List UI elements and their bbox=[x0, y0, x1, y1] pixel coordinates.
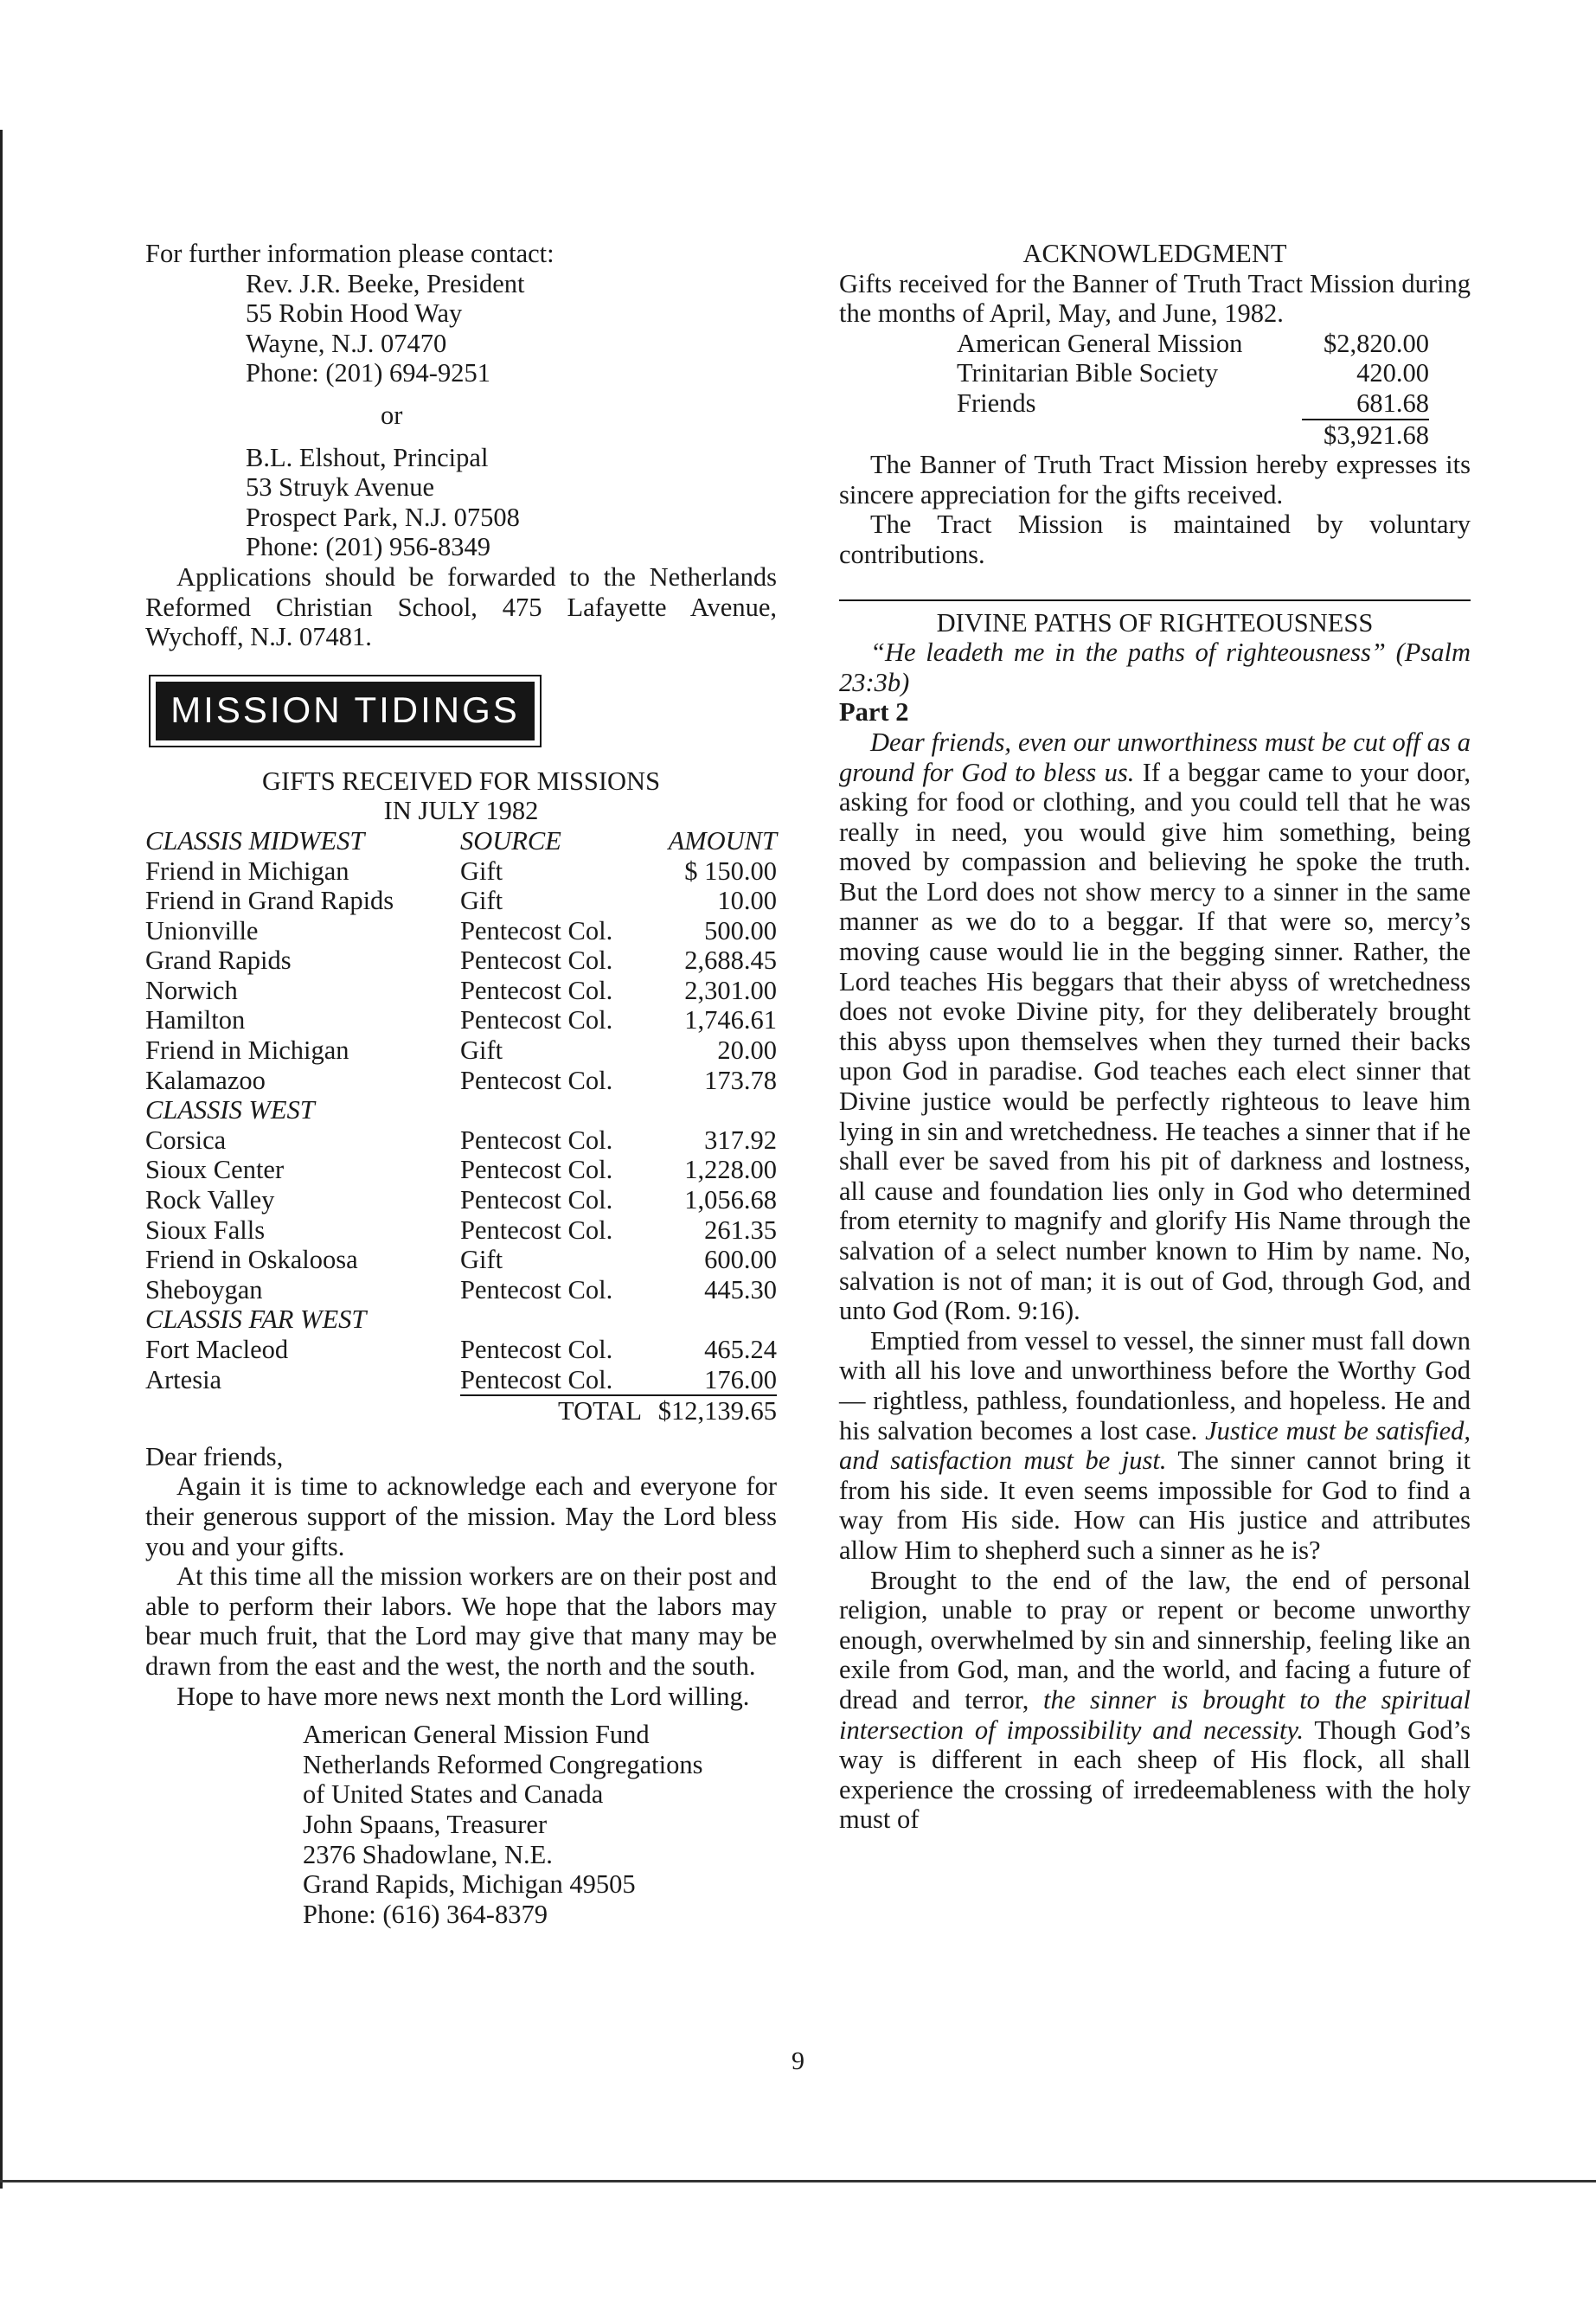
gifts-subtitle: IN JULY 1982 bbox=[383, 796, 539, 826]
ack-paragraph: The Banner of Truth Tract Mission hereby expresses its sincere appreciation for the gifts received. bbox=[839, 450, 1471, 510]
letter bbox=[145, 1442, 777, 1930]
gift-donor: Friend in Michigan bbox=[145, 1035, 349, 1066]
gift-row bbox=[145, 916, 777, 946]
gift-row bbox=[145, 886, 777, 916]
gift-donor: Artesia bbox=[145, 1364, 222, 1394]
gift-amount: 1,056.68 bbox=[684, 1185, 777, 1215]
article-text: Brought to the end of the law, the end of personal religion, unable to pray or repent or become unworthy enough, overwhelmed by sin and sinnership, feeling like an exile from God, man, and the world, and facing a future of dread and terror, bbox=[839, 1565, 1471, 1715]
right-column bbox=[839, 239, 1471, 1835]
contact-line: Phone: (201) 694-9251 bbox=[246, 358, 490, 388]
gift-donor: Corsica bbox=[145, 1125, 227, 1155]
ack-name: Trinitarian Bible Society bbox=[957, 358, 1219, 388]
letter-salutation: Dear friends, bbox=[145, 1441, 284, 1471]
gift-source: Pentecost Col. bbox=[460, 1155, 613, 1185]
letter-paragraph: Hope to have more news next month the Lord willing. bbox=[176, 1681, 750, 1711]
ack-row bbox=[957, 388, 1429, 420]
article-paragraph-3 bbox=[839, 1566, 1471, 1835]
header-classis: CLASSIS MIDWEST bbox=[145, 825, 365, 856]
gift-row bbox=[145, 976, 777, 1006]
section-divider bbox=[839, 599, 1471, 601]
article-quote: “He leadeth me in the paths of righteousness” (Psalm 23:3b) bbox=[839, 638, 1471, 697]
letter-paragraph: At this time all the mission workers are on their post and able to perform their labors. We hope that the labors may bear much fruit, that the Lord may give that many may be drawn from the east and the west, the north and the south. bbox=[145, 1561, 777, 1681]
gift-donor: Grand Rapids bbox=[145, 945, 292, 976]
gift-donor: Sioux Falls bbox=[145, 1215, 266, 1245]
contact-person-2 bbox=[145, 443, 777, 562]
total-amount: $12,139.65 bbox=[657, 1396, 777, 1426]
gift-donor: Friend in Grand Rapids bbox=[145, 886, 394, 916]
gift-amount: 261.35 bbox=[704, 1215, 777, 1245]
gift-amount: 1,746.61 bbox=[684, 1005, 777, 1035]
signature-line: American General Mission Fund bbox=[303, 1720, 650, 1750]
mission-tidings-banner bbox=[149, 675, 542, 747]
contact-person-1 bbox=[145, 269, 777, 388]
article-emphasis: Justice must be satisfied, and satisfaction must be just. bbox=[839, 1415, 1471, 1476]
gift-donor: Norwich bbox=[145, 975, 238, 1005]
gift-donor: Fort Macleod bbox=[145, 1335, 289, 1364]
gift-source: Pentecost Col. bbox=[460, 1005, 613, 1035]
signature-line: of United States and Canada bbox=[303, 1779, 604, 1810]
ack-paragraph: The Tract Mission is maintained by voluntary contributions. bbox=[839, 510, 1471, 569]
gift-amount: 173.78 bbox=[704, 1065, 777, 1095]
gift-source: Pentecost Col. bbox=[460, 1065, 613, 1095]
gift-source: Pentecost Col. bbox=[460, 1335, 613, 1364]
gift-donor: Friend in Michigan bbox=[145, 856, 349, 886]
classis-heading: CLASSIS WEST bbox=[145, 1095, 315, 1125]
gift-row bbox=[145, 1365, 777, 1396]
contact-line: 55 Robin Hood Way bbox=[246, 298, 463, 329]
gift-amount: 317.92 bbox=[704, 1125, 777, 1155]
signature-line: Netherlands Reformed Congregations bbox=[303, 1749, 703, 1779]
mission-tidings-label: MISSION TIDINGS bbox=[154, 680, 536, 742]
gift-donor: Sioux Center bbox=[145, 1155, 285, 1185]
total-label: TOTAL bbox=[558, 1396, 642, 1426]
letter-paragraph: Again it is time to acknowledge each and everyone for their generous support of the mission. May the Lord bless you and your gifts. bbox=[145, 1471, 777, 1561]
ack-row bbox=[957, 329, 1429, 359]
article-text: Emptied from vessel to vessel, the sinner must fall down with all his love and unworthiness before the Worthy God — rightless, pathless, foundationless, and hopeless. He and his salvation becomes a lost case. bbox=[839, 1325, 1471, 1445]
gift-amount: 1,228.00 bbox=[684, 1155, 777, 1185]
gift-donor: Sheboygan bbox=[145, 1274, 263, 1304]
gift-row bbox=[145, 1275, 777, 1305]
gift-amount: 20.00 bbox=[717, 1035, 777, 1066]
article-title: DIVINE PATHS OF RIGHTEOUSNESS bbox=[936, 607, 1374, 638]
gift-row bbox=[145, 1245, 777, 1275]
gift-amount: 176.00 bbox=[642, 1365, 777, 1396]
gift-row bbox=[145, 1066, 777, 1096]
gift-source: Pentecost Col. bbox=[460, 1215, 613, 1245]
gift-source: Pentecost Col. bbox=[460, 915, 613, 945]
gift-source: Pentecost Col. bbox=[460, 1185, 613, 1215]
ack-amount: $2,820.00 bbox=[1324, 328, 1429, 358]
gift-amount: 445.30 bbox=[704, 1274, 777, 1304]
gift-source: Pentecost Col. bbox=[460, 1125, 613, 1155]
gift-source: Gift bbox=[460, 1035, 503, 1066]
gift-donor: Friend in Oskaloosa bbox=[145, 1245, 358, 1275]
article-paragraph-1 bbox=[839, 727, 1471, 1326]
ack-amount: 420.00 bbox=[1356, 358, 1429, 388]
gift-row bbox=[145, 1005, 777, 1035]
page-bottom-edge bbox=[0, 2180, 1596, 2182]
gift-source: Gift bbox=[460, 1245, 503, 1275]
gifts-title: GIFTS RECEIVED FOR MISSIONS bbox=[261, 766, 661, 796]
ack-intro: Gifts received for the Banner of Truth Tract Mission during the months of April, May, and June, 1982. bbox=[839, 268, 1471, 329]
gift-row bbox=[145, 1215, 777, 1246]
gift-donor: Unionville bbox=[145, 915, 259, 945]
left-column bbox=[145, 239, 777, 1929]
gift-source: Gift bbox=[460, 886, 503, 916]
gift-row bbox=[145, 1125, 777, 1156]
gifts-section bbox=[145, 766, 777, 1426]
article bbox=[839, 608, 1471, 1835]
article-text: Though God’s way is different in each sheep of His flock, all shall experience the crossing of irredeemableness with the holy must of bbox=[839, 1715, 1471, 1835]
contact-line: Wayne, N.J. 07470 bbox=[246, 328, 447, 358]
article-paragraph-2 bbox=[839, 1326, 1471, 1566]
gift-donor: Rock Valley bbox=[145, 1185, 275, 1215]
gifts-header-row bbox=[145, 826, 777, 856]
classis-heading-row bbox=[145, 1095, 777, 1125]
gift-donor: Hamilton bbox=[145, 1005, 246, 1035]
signature-line: Grand Rapids, Michigan 49505 bbox=[303, 1869, 636, 1900]
gift-row bbox=[145, 1185, 777, 1215]
ack-total: $3,921.68 bbox=[1324, 420, 1429, 450]
gift-source: Gift bbox=[460, 856, 503, 886]
gift-donor: Kalamazoo bbox=[145, 1065, 266, 1095]
signature-line: 2376 Shadowlane, N.E. bbox=[303, 1839, 553, 1869]
gift-source: Pentecost Col. bbox=[460, 1274, 613, 1304]
contact-line: Prospect Park, N.J. 07508 bbox=[246, 502, 520, 532]
gift-amount: 10.00 bbox=[717, 886, 777, 916]
gift-row bbox=[145, 1035, 777, 1066]
classis-heading-row bbox=[145, 1304, 777, 1335]
gift-row bbox=[145, 945, 777, 976]
article-text: The sinner cannot bring it from his side. It even seems impossible for God to find a way from His side. How can His justice and attributes allow Him to shepherd such a sinner as he is? bbox=[839, 1445, 1471, 1565]
contact-line: B.L. Elshout, Principal bbox=[246, 442, 489, 472]
signature-line: John Spaans, Treasurer bbox=[303, 1809, 548, 1839]
gift-amount: 2,301.00 bbox=[684, 975, 777, 1005]
ack-row bbox=[957, 358, 1429, 388]
gift-amount: 465.24 bbox=[704, 1335, 777, 1364]
gift-row bbox=[145, 1335, 777, 1365]
ack-title: ACKNOWLEDGMENT bbox=[1022, 239, 1287, 268]
contact-line: 53 Struyk Avenue bbox=[246, 472, 434, 503]
signature-line: Phone: (616) 364-8379 bbox=[303, 1899, 548, 1929]
ack-table bbox=[957, 329, 1429, 450]
ack-name: American General Mission bbox=[957, 328, 1243, 358]
applications-text: Applications should be forwarded to the Netherlands Reformed Christian School, 475 Lafayette Avenue, Wychoff, N.J. 07481. bbox=[145, 561, 777, 652]
gift-amount: 2,688.45 bbox=[684, 945, 777, 976]
ack-amount: 681.68 bbox=[1302, 388, 1429, 420]
gifts-table bbox=[145, 826, 777, 1396]
header-source: SOURCE bbox=[460, 825, 561, 856]
contact-line: Phone: (201) 956-8349 bbox=[246, 532, 490, 562]
article-text: If a beggar came to your door, asking for food or clothing, and you could tell that he was really in need, you would give him something, being moved by compassion and believing he spoke the truth. But the Lord does not show mercy to a sinner in the same manner as we do to a beggar. If that were so, mercy’s moving cause would lie in the begging sinner. Rather, the Lord teaches His beggars that their abyss of wretchedness does not evoke Divine pity, for they deliberately brought this abyss upon themselves when they turned their backs upon God in paradise. God teaches each elect sinner that Divine justice would be perfectly righteous to leave him lying in sin and wretchedness. He teaches a sinner that if he shall ever be saved from his pit of darkness and lostness, all cause and foundation lies only in God who determined from eternity to magnify and glorify His Name through the salvation of a select number known to Him by name. No, salvation is not of man; it is out of God, through God, and unto God (Rom. 9:16). bbox=[839, 757, 1471, 1326]
page-number: 9 bbox=[792, 2047, 804, 2075]
contact-line: Rev. J.R. Beeke, President bbox=[246, 268, 525, 298]
page-edge bbox=[0, 130, 3, 2189]
letter-signature bbox=[145, 1720, 777, 1929]
gift-source: Pentecost Col. bbox=[460, 975, 613, 1005]
classis-heading: CLASSIS FAR WEST bbox=[145, 1304, 367, 1335]
header-amount: AMOUNT bbox=[668, 825, 777, 856]
article-part: Part 2 bbox=[839, 697, 909, 727]
article-emphasis: the sinner is brought to the spiritual intersection of impossibility and necessity. bbox=[839, 1684, 1471, 1745]
ack-name: Friends bbox=[957, 388, 1036, 419]
gifts-total bbox=[145, 1396, 777, 1426]
gift-row bbox=[145, 1155, 777, 1185]
gift-amount: 600.00 bbox=[704, 1245, 777, 1275]
article-emphasis: Dear friends, even our unworthiness must be cut off as a ground for God to bless us. bbox=[839, 727, 1471, 787]
contact-intro: For further information please contact: bbox=[145, 239, 554, 268]
contact-or: or bbox=[381, 400, 403, 430]
gift-source: Pentecost Col. bbox=[460, 945, 613, 976]
gift-amount: $ 150.00 bbox=[684, 856, 777, 886]
gift-amount: 500.00 bbox=[704, 915, 777, 945]
ack-total-row bbox=[957, 420, 1429, 451]
gift-source: Pentecost Col. bbox=[460, 1365, 642, 1396]
gift-row bbox=[145, 856, 777, 887]
